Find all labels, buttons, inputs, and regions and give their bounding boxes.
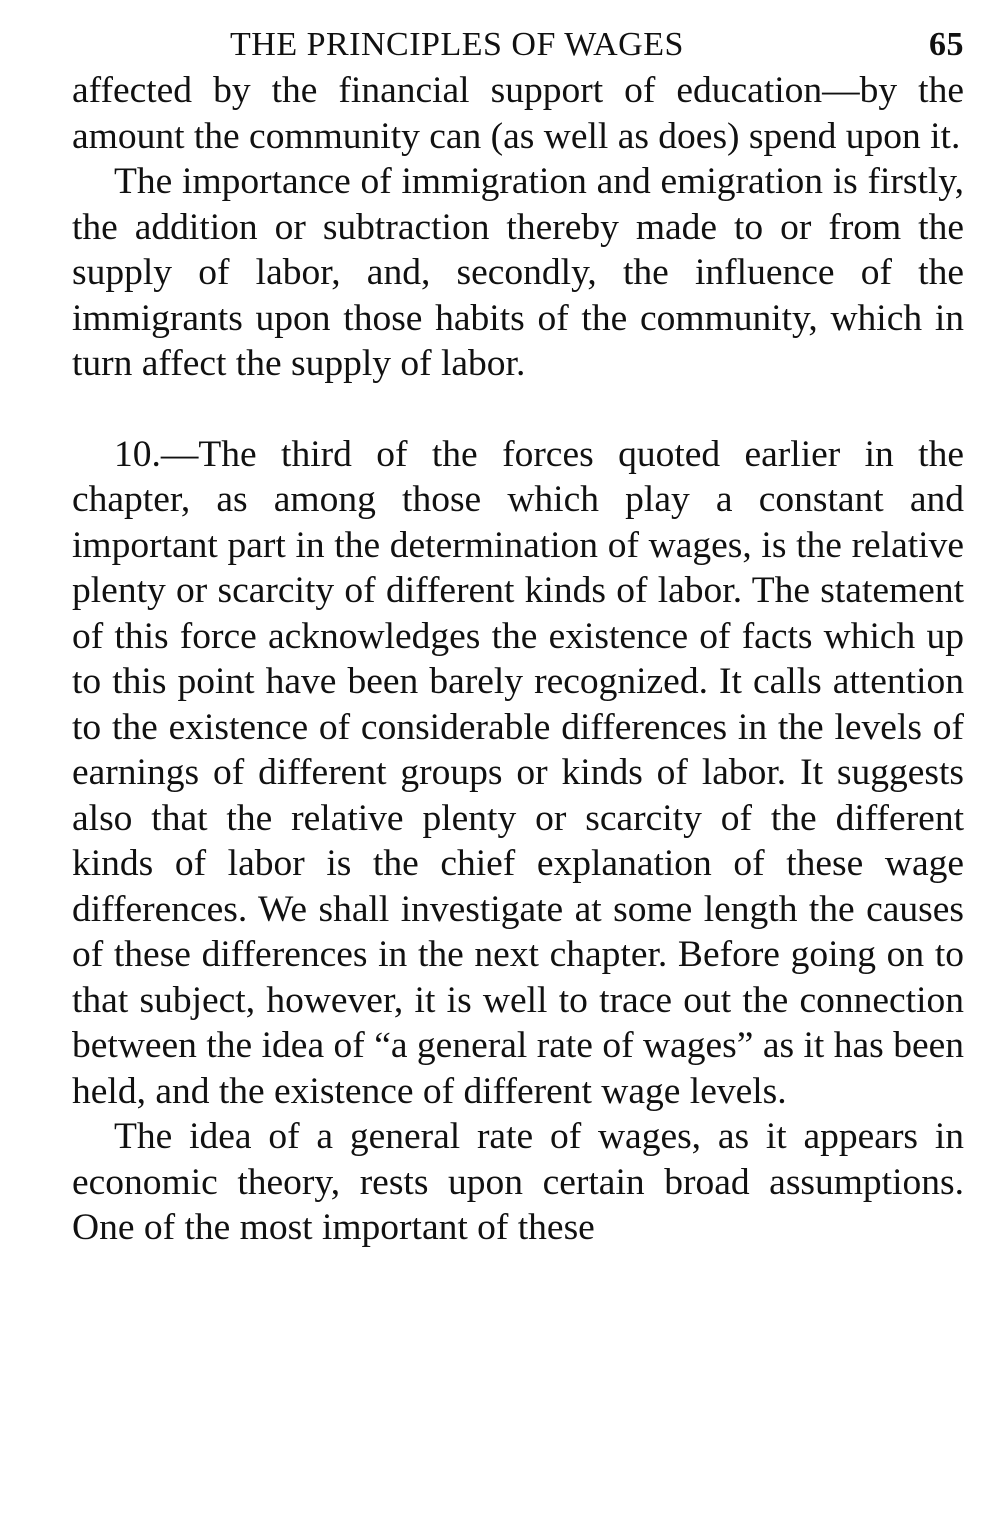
running-title: THE PRINCIPLES OF WAGES (230, 26, 684, 63)
paragraph-text: —The third of the forces quoted earlier in the chapter, as among those which play a constant and important part in the determination of wages, is the relative plenty or scarcity of different kinds of labor. The statement of this force acknowledges the existence of facts which up to this point have been barely recognized. It calls attention to the existence of considerable differences in the levels of earnings of different groups or kinds of labor. It suggests also that the relative plenty or scarcity of the different kinds of labor is the chief explanation of these wage differences. We shall investigate at some length the causes of these differences in the next chapter. Before going on to that subject, however, it is well to trace out the connection between the idea of “a general rate of wages” as it has been held, and the existence of different wage levels. (72, 433, 964, 1112)
paragraph-immigration (72, 159, 964, 387)
paragraph-section-10 (72, 432, 964, 1115)
paragraph-text: The idea of a general rate of wages, as it appears in economic theory, rests upon certain broad assumptions. One of the most important of these (72, 1116, 964, 1248)
page-number: 65 (929, 26, 964, 63)
paragraph-text: affected by the financial support of education—by the amount the community can (as well as does) spend upon it. (72, 70, 964, 157)
paragraph-general-rate (72, 1114, 964, 1251)
paragraph-text: The importance of immigration and emigration is firstly, the addition or subtraction thereby made to or from the supply of labor, and, secondly, the influence of the immigrants upon those habits of the community, which in turn affect the supply of labor. (72, 161, 964, 384)
body-text (72, 68, 964, 1251)
book-page (72, 22, 964, 1251)
paragraph-continued (72, 68, 964, 159)
running-head (72, 22, 964, 68)
section-number: 10. (114, 433, 161, 475)
